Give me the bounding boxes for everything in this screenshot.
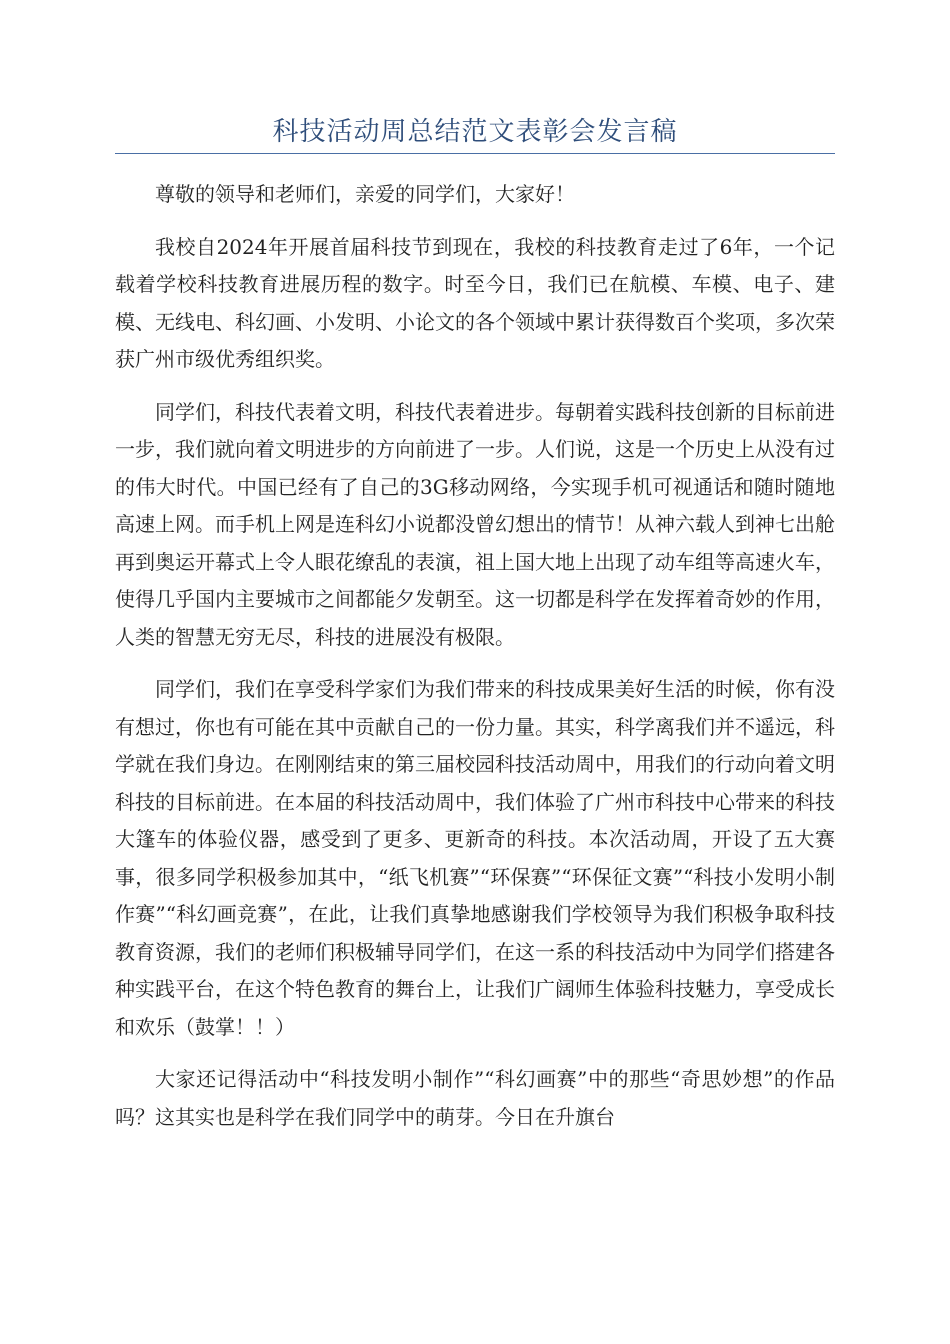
document-body — [115, 176, 835, 1151]
document-title: 科技活动周总结范文表彰会发言稿 — [272, 117, 678, 147]
paragraph-progress: 同学们，科技代表着文明，科技代表着进步。每朝着实践科技创新的目标前进一步，我们就向着文明进步的方向前进了一步。人们说，这是一个历史上从没有过的伟大时代。中国已经有了自己的3G移动网络，今实现手机可视通话和随时随地高速上网。而手机上网是连科幻小说都没曾幻想出的情节！从神六载人到神七出舱再到奥运开幕式上令人眼花缭乱的表演，祖上国大地上出现了动车组等高速火车，使得几乎国内主要城市之间都能夕发朝至。这一切都是科学在发挥着奇妙的作用，人类的智慧无穷无尽，科技的进展没有极限。 — [115, 399, 835, 649]
paragraph-activity-week: 同学们，我们在享受科学家们为我们带来的科技成果美好生活的时候，你有没有想过，你也有可能在其中贡献自己的一份力量。其实，科学离我们并不遥远，科学就在我们身边。在刚刚结束的第三届校园科技活动周中，用我们的行动向着文明科技的目标前进。在本届的科技活动周中，我们体验了广州市科技中心带来的科技大篷车的体验仪器，感受到了更多、更新奇的科技。本次活动周，开设了五大赛事，很多同学积极参加其中，“纸飞机赛”“环保赛”“环保征文赛”“科技小发明小制作赛”“科幻画竞赛”，在此，让我们真挚地感谢我们学校领导为我们积极争取科技教育资源，我们的老师们积极辅导同学们，在这一系的科技活动中为同学们搭建各种实践平台，在这个特色教育的舞台上，让我们广阔师生体验科技魅力，享受成长和欢乐（鼓掌！！） — [115, 677, 835, 1039]
paragraph-inventions: 大家还记得活动中“科技发明小制作”“科幻画赛”中的那些“奇思妙想”的作品吗？这其实也是科学在我们同学中的萌芽。今日在升旗台 — [115, 1067, 835, 1129]
title-underline — [115, 153, 835, 154]
paragraph-greeting: 尊敬的领导和老师们，亲爱的同学们，大家好！ — [155, 182, 575, 206]
paragraph-history: 我校自2024年开展首届科技节到现在，我校的科技教育走过了6年，一个记载着学校科技教育进展历程的数字。时至今日，我们已在航模、车模、电子、建模、无线电、科幻画、小发明、小论文的各个领域中累计获得数百个奖项，多次荣获广州市级优秀组织奖。 — [115, 234, 835, 371]
